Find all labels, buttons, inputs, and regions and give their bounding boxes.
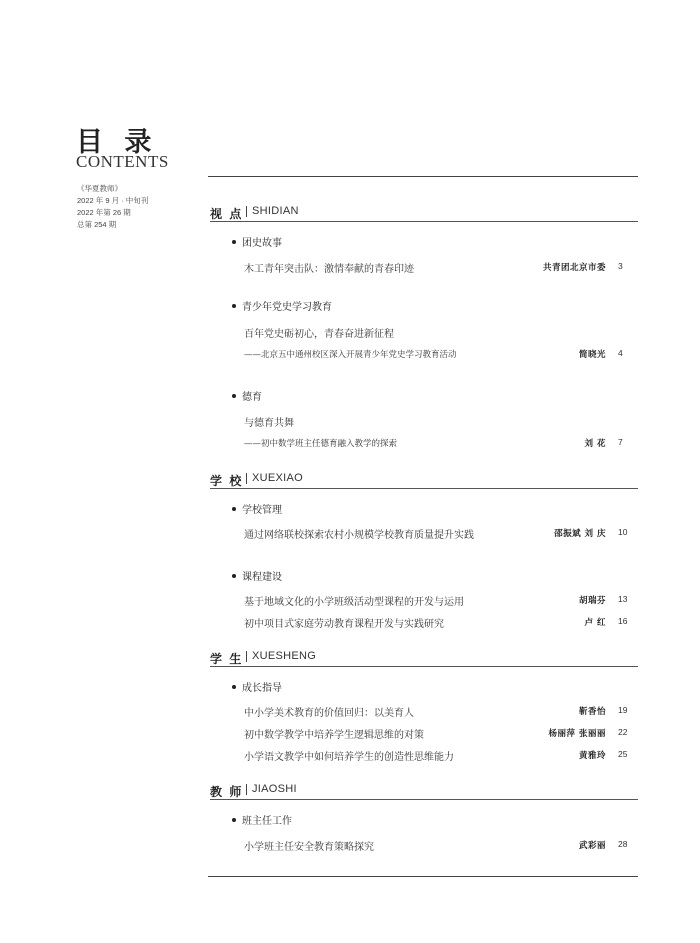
subsection-label: 课程建设 [242,572,282,583]
subsection-label: 班主任工作 [242,816,292,827]
section-underline [210,221,638,222]
article-author: 刘 花 [584,439,606,449]
article-title[interactable]: 初中项目式家庭劳动教育课程开发与实践研究 [244,619,444,630]
section-separator [246,784,247,795]
section-separator [246,473,247,484]
bullet-icon [232,394,236,398]
article-page: 16 [618,616,628,626]
article-author: 胡瑞芬 [578,596,606,606]
total-issue-number: 总第 254 期 [77,220,117,229]
article-page: 7 [618,437,623,447]
bullet-icon [232,685,236,689]
section-title-cn: 视 点 [210,207,244,221]
journal-name: 《华夏教师》 [77,184,122,193]
article-page: 10 [618,527,628,537]
section-xuesheng [210,650,638,664]
article-title[interactable]: 中小学美术教育的价值回归：以美育人 [244,708,414,719]
section-shidian [210,205,638,219]
bottom-divider [208,876,638,877]
bullet-icon [232,818,236,822]
section-underline [210,488,638,489]
article-page: 28 [618,839,628,849]
subsection-title [232,568,282,583]
article-author: 共青团北京市委 [542,263,606,273]
bullet-icon [232,304,236,308]
section-jiaoshi [210,783,638,797]
bullet-icon [232,574,236,578]
section-separator [246,206,247,217]
top-divider [208,176,638,177]
article-author: 靳香怡 [578,707,606,717]
article-title[interactable]: 通过网络联校探索农村小规模学校教育质量提升实践 [244,530,474,541]
page-title-en: CONTENTS [76,152,169,171]
article-page: 19 [618,705,628,715]
article-title[interactable]: 小学语文教学中如何培养学生的创造性思维能力 [244,752,454,763]
section-title-cn: 学 生 [210,652,244,666]
section-underline [210,666,638,667]
article-title[interactable]: 与德育共舞 [244,418,294,429]
subsection-title [232,234,282,249]
article-subtitle: ——北京五中通州校区深入开展青少年党史学习教育活动 [244,350,457,360]
subsection-title [232,679,282,694]
subsection-label: 成长指导 [242,683,282,694]
article-author: 黄雅玲 [578,751,606,761]
article-author: 邵振斌 刘 庆 [554,529,606,539]
section-xuexiao [210,472,638,486]
subsection-title [232,388,262,403]
article-page: 22 [618,727,628,737]
article-title[interactable]: 初中数学教学中培养学生逻辑思维的对策 [244,730,424,741]
section-title-cn: 学 校 [210,474,244,488]
article-author: 杨丽萍 张丽丽 [548,729,606,739]
article-author: 简晓光 [578,350,606,360]
subsection-title [232,501,282,516]
article-title[interactable]: 木工青年突击队：激情奉献的青春印迹 [244,264,414,275]
article-page: 13 [618,594,628,604]
subsection-label: 德育 [242,392,262,403]
bullet-icon [232,507,236,511]
article-page: 25 [618,749,628,759]
page-title: 目 录 [76,127,158,158]
subsection-title [232,812,292,827]
issue-date: 2022 年 9 月 · 中旬刊 [77,196,149,205]
section-title-cn: 教 师 [210,785,244,799]
section-title-en: XUESHENG [252,650,317,662]
section-title-en: JIAOSHI [252,783,297,795]
article-page: 3 [618,261,623,271]
section-underline [210,799,638,800]
article-title[interactable]: 小学班主任安全教育策略探究 [244,842,374,853]
bullet-icon [232,240,236,244]
subsection-label: 学校管理 [242,505,282,516]
article-author: 卢 红 [584,618,606,628]
article-title[interactable]: 基于地域文化的小学班级活动型课程的开发与运用 [244,597,464,608]
subsection-title [232,298,332,313]
section-title-en: XUEXIAO [252,472,304,484]
article-subtitle: ——初中数学班主任德育融入教学的探索 [244,439,398,449]
subsection-label: 团史故事 [242,238,282,249]
article-title[interactable]: 百年党史砺初心，青春奋进新征程 [244,329,394,340]
subsection-label: 青少年党史学习教育 [242,302,332,313]
issue-number: 2022 年第 26 期 [77,208,131,217]
section-title-en: SHIDIAN [252,205,299,217]
article-page: 4 [618,348,623,358]
section-separator [246,651,247,662]
article-author: 武彩丽 [578,841,606,851]
